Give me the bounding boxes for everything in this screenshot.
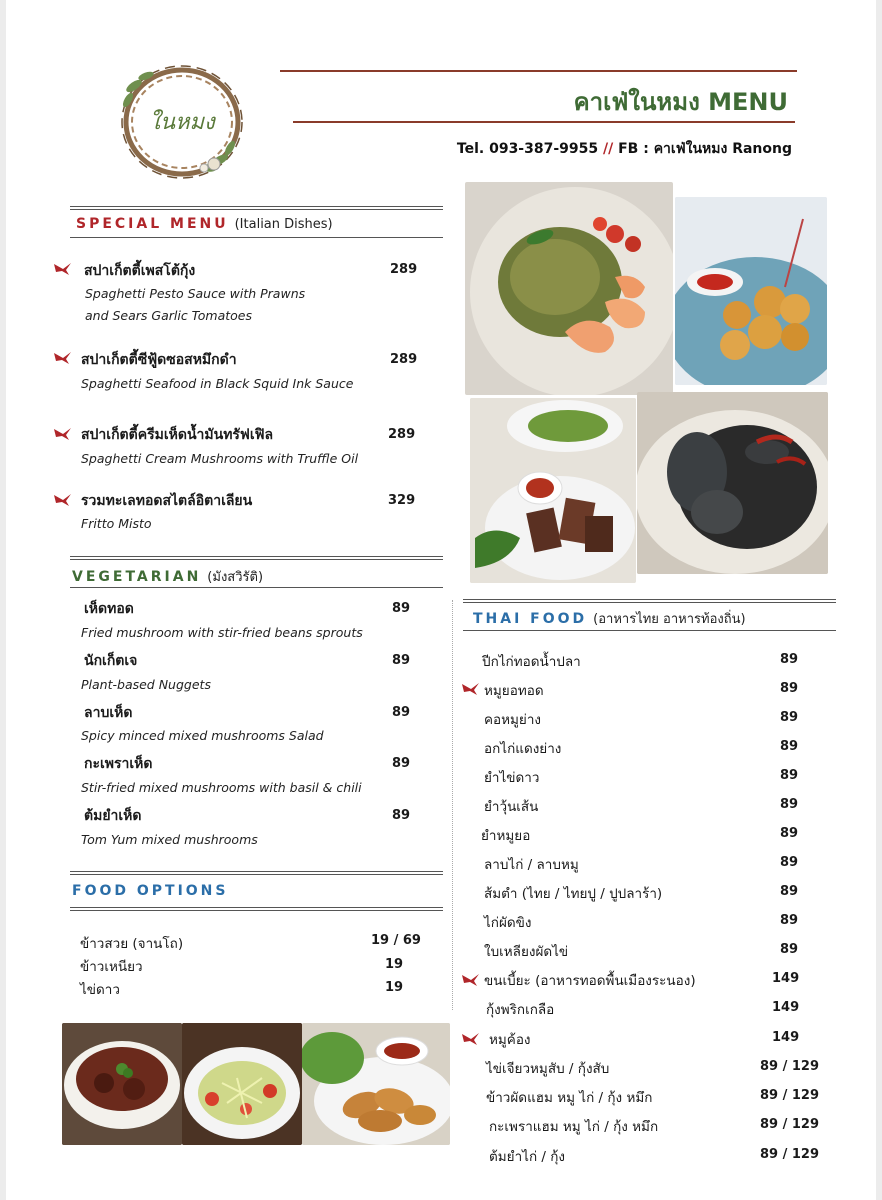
thai-item-price: 89	[780, 884, 799, 899]
special-menu-title: SPECIAL MENU	[76, 216, 229, 232]
special-item-price: 289	[388, 427, 416, 442]
thai-item-price: 89	[780, 710, 799, 725]
special-item-desc: Spaghetti Seafood in Black Squid Ink Sauce	[81, 376, 354, 391]
thai-item-price: 149	[772, 971, 800, 986]
veg-item-name: นักเก็ตเจ	[84, 653, 138, 669]
page-edge-left	[0, 0, 6, 1200]
option-item-price: 19 / 69	[371, 933, 421, 948]
thai-item-price: 89 / 129	[760, 1117, 820, 1132]
bird-icon	[462, 974, 480, 986]
vegetarian-subtitle: (มังสวิรัติ)	[207, 570, 264, 585]
thai-item-name: ขนเบี้ยะ (อาหารทอดพื้นเมืองระนอง)	[484, 973, 696, 989]
veg-item-name: เห็ดทอด	[84, 601, 134, 617]
thai-item-name: ข้าวผัดแฮม หมู ไก่ / กุ้ง หมึก	[486, 1090, 653, 1106]
thai-item-name: ไข่เจียวหมูสับ / กุ้งสับ	[486, 1061, 610, 1077]
bird-icon	[54, 428, 72, 440]
thai-item-price: 89	[780, 681, 799, 696]
veg-item-price: 89	[392, 808, 411, 823]
header-rule-bottom	[293, 121, 795, 123]
special-menu-subtitle: (Italian Dishes)	[234, 217, 333, 232]
bird-icon	[54, 494, 72, 506]
thai-item-name: คอหมูย่าง	[484, 712, 542, 728]
special-item-name: รวมทะเลทอดสไตล์อิตาเลียน	[81, 493, 253, 509]
veg-item-desc: Plant-based Nuggets	[81, 677, 211, 692]
food-options-header	[70, 871, 443, 911]
veg-item-desc: Stir-fried mixed mushrooms with basil & chili	[81, 780, 362, 795]
thai-item-price: 89	[780, 768, 799, 783]
thai-item-name: ยำไข่ดาว	[484, 770, 540, 786]
facebook-page: FB : คาเฟ่ในหมง Ranong	[618, 141, 792, 157]
option-item-name: ข้าวเหนียว	[80, 959, 143, 975]
thai-item-name: ส้มตำ (ไทย / ไทยปู / ปูปลาร้า)	[484, 886, 663, 902]
chicken-nuggets-photo	[675, 197, 827, 385]
thai-item-name: ปีกไก่ทอดน้ำปลา	[482, 654, 581, 670]
logo-text: ในหมง	[149, 110, 215, 135]
contact-line	[440, 138, 792, 160]
stew-bowl-photo	[62, 1023, 182, 1145]
bird-icon	[462, 683, 480, 695]
thai-item-price: 89	[780, 739, 799, 754]
thai-item-price: 149	[772, 1030, 800, 1045]
veg-item-price: 89	[392, 756, 411, 771]
fried-wings-photo	[302, 1023, 450, 1145]
thai-item-price: 89	[780, 913, 799, 928]
phone-number: Tel. 093-387-9955	[456, 141, 599, 157]
thai-item-name: อกไก่แดงย่าง	[484, 741, 562, 757]
papaya-salad-photo	[182, 1023, 302, 1145]
bird-icon	[462, 1033, 480, 1045]
thai-item-price: 89 / 129	[760, 1088, 820, 1103]
veg-item-desc: Tom Yum mixed mushrooms	[81, 832, 258, 847]
veg-item-name: กะเพราเห็ด	[84, 756, 153, 772]
thai-item-price: 149	[772, 1000, 800, 1015]
grilled-pork-photo	[470, 398, 636, 583]
thai-item-price: 89	[780, 855, 799, 870]
veg-item-name: ลาบเห็ด	[84, 705, 133, 721]
special-item-desc: Spaghetti Cream Mushrooms with Truffle Oil	[81, 451, 359, 466]
veg-item-price: 89	[392, 601, 411, 616]
special-item-desc-2: and Sears Garlic Tomatoes	[85, 308, 253, 323]
thai-item-name: ไก่ผัดขิง	[484, 915, 532, 931]
option-item-price: 19	[385, 957, 404, 972]
thai-item-name: ยำหมูยอ	[481, 828, 531, 844]
header-rule-top	[280, 70, 797, 72]
thai-item-price: 89 / 129	[760, 1059, 820, 1074]
thai-item-name: กะเพราแฮม หมู ไก่ / กุ้ง หมึก	[489, 1119, 659, 1135]
thai-item-price: 89	[780, 652, 799, 667]
thai-item-name: หมูค้อง	[489, 1032, 531, 1048]
thai-item-name: กุ้งพริกเกลือ	[486, 1002, 555, 1018]
thai-item-name: หมูยอทอด	[484, 683, 544, 699]
thai-food-title: THAI FOOD	[473, 611, 588, 627]
veg-item-price: 89	[392, 653, 411, 668]
thai-item-name: ใบเหลียงผัดไข่	[484, 944, 569, 960]
vegetarian-header	[70, 556, 443, 588]
page-edge-right	[876, 0, 882, 1200]
option-item-name: ข้าวสวย (จานโถ)	[80, 936, 184, 952]
special-item-desc: Fritto Misto	[81, 516, 152, 531]
thai-item-name: ยำวุ้นเส้น	[484, 799, 539, 815]
thai-item-price: 89 / 129	[760, 1147, 820, 1162]
veg-item-name: ต้มยำเห็ด	[84, 808, 142, 824]
special-menu-header	[70, 206, 443, 238]
special-item-name: สปาเก็ตตี้เพสโต้กุ้ง	[84, 263, 196, 279]
bird-icon	[54, 352, 72, 364]
column-divider	[452, 600, 453, 1010]
veg-item-desc: Spicy minced mixed mushrooms Salad	[81, 728, 324, 743]
thai-item-price: 89	[780, 826, 799, 841]
thai-item-price: 89	[780, 797, 799, 812]
special-item-desc: Spaghetti Pesto Sauce with Prawns	[85, 286, 306, 301]
thai-food-header	[463, 599, 836, 631]
veg-item-desc: Fried mushroom with stir-fried beans sprouts	[81, 625, 363, 640]
food-options-title: FOOD OPTIONS	[72, 883, 229, 899]
special-item-name: สปาเก็ตตี้ครีมเห็ดน้ำมันทรัฟเฟิล	[81, 427, 274, 443]
special-item-price: 289	[390, 352, 418, 367]
pesto-spaghetti-photo	[465, 182, 673, 395]
vegetarian-title: VEGETARIAN	[72, 569, 202, 585]
special-item-price: 329	[388, 493, 416, 508]
thai-food-subtitle: (อาหารไทย อาหารท้องถิ่น)	[593, 612, 746, 627]
contact-separator: //	[603, 141, 614, 157]
option-item-price: 19	[385, 980, 404, 995]
page-title: คาเฟ่ในหมง MENU	[573, 88, 788, 116]
thai-item-name: ลาบไก่ / ลาบหมู	[484, 857, 579, 873]
option-item-name: ไข่ดาว	[80, 982, 120, 998]
veg-item-price: 89	[392, 705, 411, 720]
bird-icon	[54, 263, 72, 275]
squid-ink-spaghetti-photo	[637, 392, 828, 574]
thai-item-price: 89	[780, 942, 799, 957]
special-item-name: สปาเก็ตตี้ซีฟู้ดซอสหมึกดำ	[81, 352, 237, 368]
cafe-logo	[112, 56, 252, 186]
special-item-price: 289	[390, 262, 418, 277]
thai-item-name: ต้มยำไก่ / กุ้ง	[489, 1149, 566, 1165]
